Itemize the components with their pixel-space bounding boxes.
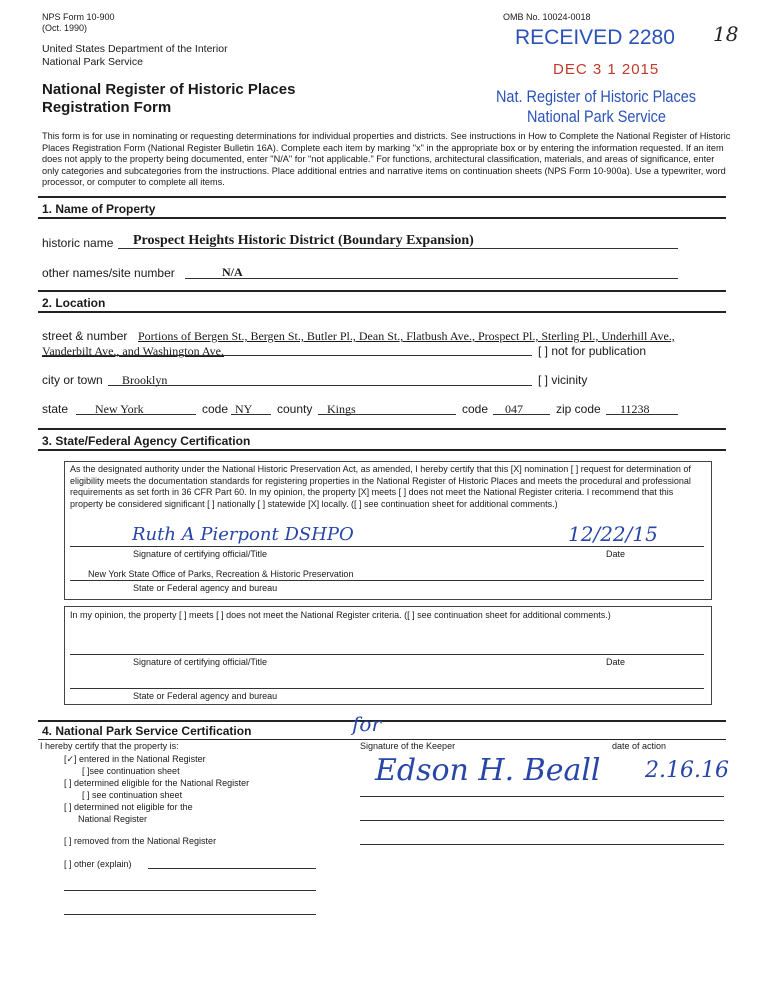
state-label: state [42, 402, 69, 416]
state-code-label: code [202, 402, 229, 416]
form-subtitle: Registration Form [42, 99, 172, 116]
signature-label: Signature of certifying official/Title [133, 549, 268, 559]
section-1-heading: 1. Name of Property [42, 202, 156, 216]
opinion-text: In my opinion, the property [ ] meets [ ] does not meet the National Register criteria. ([ ] see continuation sheet for additional comments.) [70, 610, 611, 620]
state-code-value: NY [235, 402, 253, 416]
instructions: This form is for use in nominating or requesting determinations for individual properties and districts. See instructions in How to Complete the National Register of Historic Places Registration Form (National Register Bulletin 16A). Complete each item by marking "x" in the appropriate box or by entering the information requested. If an item does not apply to the property being documented, enter "N/A" for "not applicable." For functions, architectural classification, materials, and areas of significance, enter only categories and subcategories from the instructions. Place additional entries and narrative items on continuation sheets (NPS Form 10-900a). Use a typewriter, word processor, or computer to complete all items. [42, 131, 731, 188]
vicinity: [ ] vicinity [538, 373, 588, 387]
county-code-label: code [462, 402, 489, 416]
city-value: Brooklyn [122, 373, 168, 387]
street-value-2: Vanderbilt Ave., and Washington Ave. [42, 344, 225, 358]
page-mark: 18 [713, 22, 739, 46]
state-value: New York [95, 402, 144, 416]
department: United States Department of the Interior [42, 43, 228, 55]
zip-label: zip code [556, 402, 601, 416]
certifying-signature: Ruth A Pierpont DSHPO [132, 524, 354, 545]
certifying-date: 12/22/15 [568, 522, 658, 546]
received-date-stamp: DEC 3 1 2015 [553, 61, 660, 78]
option-other: [ ] other (explain) [64, 859, 132, 869]
keeper-signature: Edson H. Beall [375, 753, 601, 788]
service: National Park Service [42, 56, 143, 68]
keeper-label: Signature of the Keeper [360, 741, 456, 751]
agency-label: State or Federal agency and bureau [133, 583, 278, 593]
option-removed: [ ] removed from the National Register [64, 836, 217, 846]
section-2-heading: 2. Location [42, 296, 106, 310]
historic-name-value: Prospect Heights Historic District (Boundary Expansion) [133, 233, 474, 248]
nr-stamp: Nat. Register of Historic Places [496, 87, 696, 106]
street-label: street & number [42, 329, 128, 343]
date-label: Date [606, 549, 626, 559]
signature-label-2: Signature of certifying official/Title [133, 657, 268, 667]
option-not-eligible: [ ] determined not eligible for the [64, 802, 193, 812]
street-value-1: Portions of Bergen St., Bergen St., Butler Pl., Dean St., Flatbush Ave., Prospect Pl., Sterling Pl., Underhill Ave., [138, 329, 675, 343]
city-label: city or town [42, 373, 103, 387]
section-3-heading: 3. State/Federal Agency Certification [42, 434, 251, 448]
option-eligible-continuation: [ ] see continuation sheet [82, 790, 183, 800]
not-for-publication: [ ] not for publication [538, 344, 647, 358]
omb-number: OMB No. 10024-0018 [503, 12, 591, 22]
zip-value: 11238 [620, 402, 650, 416]
county-label: county [277, 402, 313, 416]
action-date: 2.16.16 [645, 758, 729, 783]
date-label-2: Date [606, 657, 626, 667]
certification-text: As the designated authority under the National Historic Preservation Act, as amended, I hereby certify that this [X] nomination [ ] request for determination of eligibility meets the documentation standards for registering properties in the National Register of Historic Places and meets the procedural and professional requirements as set forth in 36 CFR Part 60. In my opinion, the property [X] meets [ ] does not meet the National Register criteria. I recommend that this property be considered significant [ ] nationally [ ] statewide [X] locally. ([ ] see continuation sheet for additional comments.) [70, 464, 691, 509]
section-4-heading: 4. National Park Service Certification [42, 724, 252, 738]
form-number: NPS Form 10-900 [42, 12, 115, 22]
agency-value: New York State Office of Parks, Recreation & Historic Preservation [88, 569, 354, 579]
other-names-value: N/A [222, 265, 243, 279]
other-names-label: other names/site number [42, 266, 175, 280]
agency-label-2: State or Federal agency and bureau [133, 691, 278, 701]
county-value: Kings [327, 402, 356, 416]
for-mark: for [352, 712, 382, 736]
option-entered-continuation: [ ]see continuation sheet [82, 766, 180, 776]
option-entered: [✓] entered in the National Register [64, 754, 206, 764]
form-date: (Oct. 1990) [42, 23, 88, 33]
county-code-value: 047 [505, 402, 523, 416]
date-of-action-label: date of action [612, 741, 667, 751]
option-eligible: [ ] determined eligible for the National Register [64, 778, 250, 788]
nps-cert-intro: I hereby certify that the property is: [40, 741, 179, 751]
form-title: National Register of Historic Places [42, 81, 296, 98]
historic-name-label: historic name [42, 236, 114, 250]
received-stamp: RECEIVED 2280 [515, 26, 675, 49]
option-not-eligible-2: National Register [78, 814, 148, 824]
nps-stamp: National Park Service [527, 107, 666, 126]
